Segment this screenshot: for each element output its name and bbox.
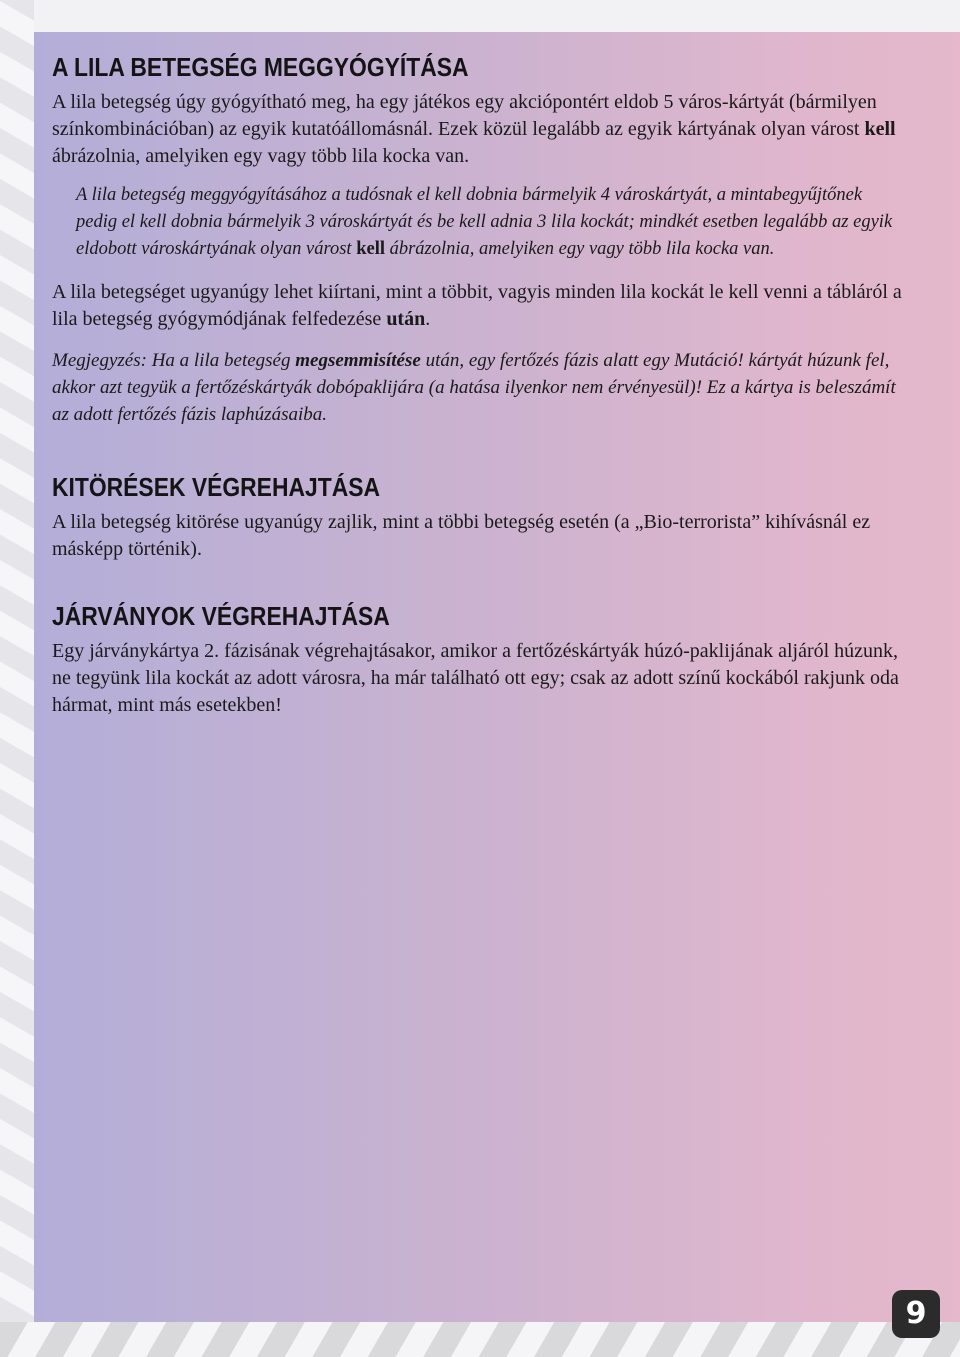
note-text-1: Megjegyzés: Ha a lila betegség (52, 350, 296, 371)
note-text-2: után, egy fertőzés fázis alatt egy Mutáció! kártyát húzunk fel, akkor azt tegyük a fertőzéskártyák dobópaklijára (a hatása ilyenkor nem érvényesül)! Ez a kártya is beleszámít az adott fertőzés fázis laphúzásaiba. (52, 350, 896, 425)
cure-rules-text-1: A lila betegség úgy gyógyítható meg, ha egy játékos egy akciópontért eldob 5 város-kártyát (bármilyen színkombinációban) az egyik kutatóállomásnál. Ezek közül legalább az egyik kártyának olyan várost (52, 91, 877, 140)
role-rules-text-1: A lila betegség meggyógyításához a tudósnak el kell dobnia bármelyik 4 városkártyát, a mintabegyűjtőnek pedig el kell dobnia bármelyik 3 városkártyát és be kell adnia 3 lila kockát; mindkét esetben legalább az egyik eldobott városkártyának olyan várost (76, 185, 893, 259)
epidemics-paragraph: Egy járványkártya 2. fázisának végrehajtásakor, amikor a fertőzéskártyák húzó-paklijának aljáról húzunk, ne tegyünk lila kockát az adott városra, ha már található ott egy; csak az adott színű kockából rakjunk oda hármat, mint más esetekben! (52, 640, 899, 716)
page-number: 9 (892, 1290, 940, 1338)
eradicate-paragraph (52, 279, 907, 333)
eradicate-text-2: . (425, 308, 431, 330)
eradicate-text-1: A lila betegséget ugyanúgy lehet kiírtani, mint a többit, vagyis minden lila kockát le kell venni a tábláról a lila betegség gyógymódjának felfedezése (52, 281, 902, 330)
heading-cure-purple-disease: A LILA BETEGSÉG MEGGYÓGYÍTÁSA (52, 52, 469, 82)
decorative-stripe-left (0, 0, 34, 1322)
heading-outbreaks: KITÖRÉSEK VÉGREHAJTÁSA (52, 472, 381, 502)
cure-rules-paragraph (52, 89, 907, 170)
note-paragraph (52, 347, 907, 428)
heading-epidemics: JÁRVÁNYOK VÉGREHAJTÁSA (52, 601, 390, 631)
role-rules-paragraph (76, 182, 896, 263)
cure-rules-emphasis: kell (864, 118, 896, 140)
role-rules-text-2: ábrázolnia, amelyiken egy vagy több lila kocka van. (384, 239, 775, 259)
note-emphasis: megsemmisítése (295, 350, 421, 371)
eradicate-emphasis: után (386, 308, 426, 330)
role-rules-emphasis: kell (356, 239, 385, 259)
page-content (52, 52, 907, 719)
outbreaks-paragraph: A lila betegség kitörése ugyanúgy zajlik, mint a többi betegség esetén (a „Bio-terrorista” kihívásnál ez másképp történik). (52, 511, 871, 560)
decorative-stripe-bottom (0, 1322, 960, 1357)
cure-rules-text-2: ábrázolnia, amelyiken egy vagy több lila kocka van. (52, 145, 470, 167)
